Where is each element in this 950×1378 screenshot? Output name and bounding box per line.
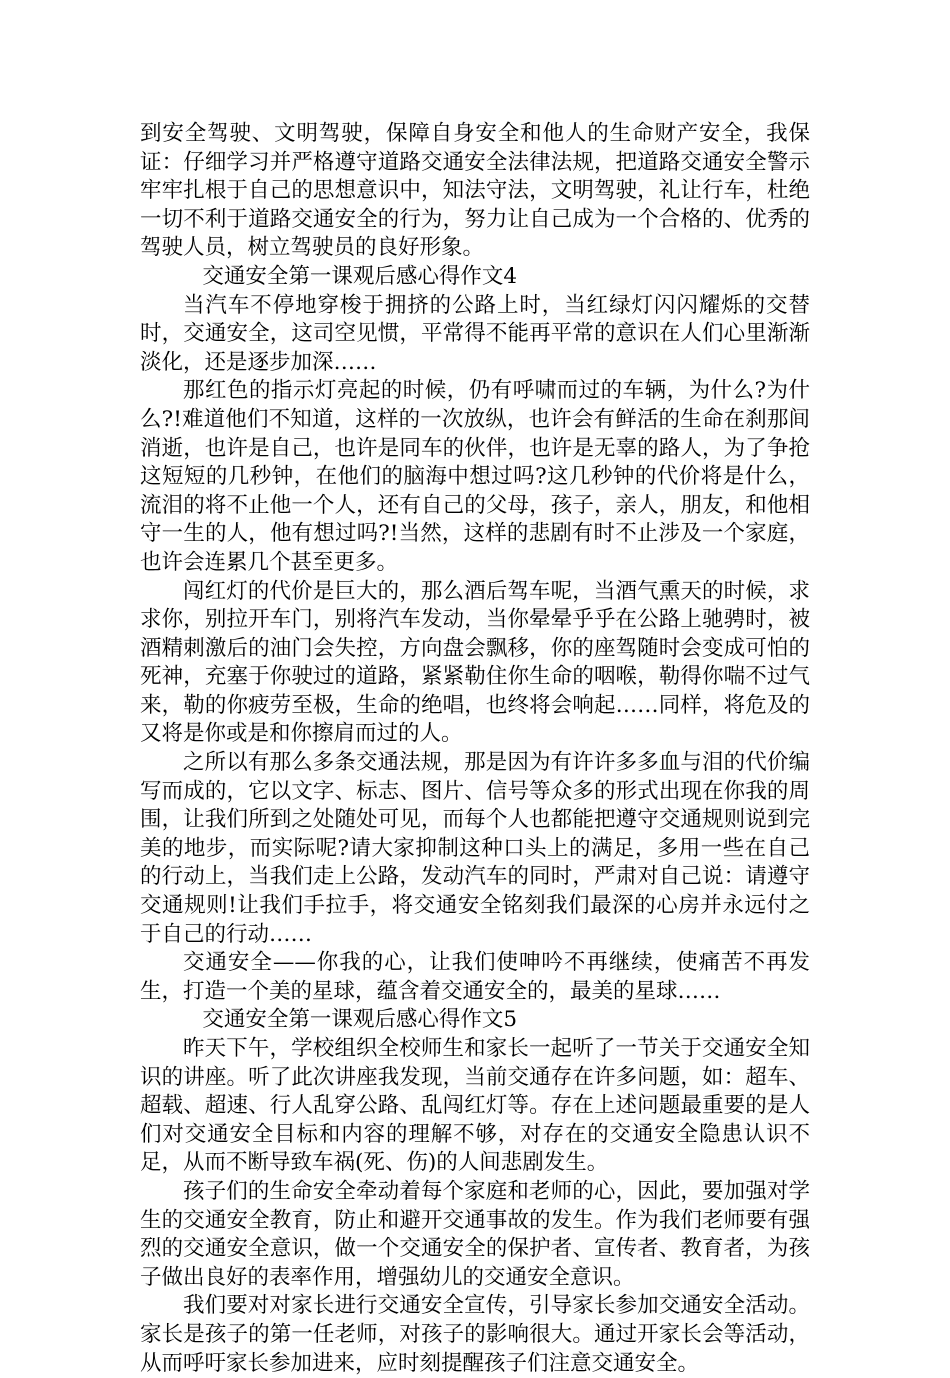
paragraph-8: 孩子们的生命安全牵动着每个家庭和老师的心，因此，要加强对学生的交通安全教育，防止和避开交通事故的发生。作为我们老师要有强烈的交通安全意识，做一个交通安全的保护者、宣传者、教育者，为孩子做出良好的表率作用，增强幼儿的交通安全意识。: [140, 1178, 810, 1290]
paragraph-6: 交通安全——你我的心，让我们使呻吟不再继续，使痛苦不再发生，打造一个美的星球，蕴含着交通安全的，最美的星球……: [140, 950, 810, 1004]
document-page: [140, 120, 810, 1378]
paragraph-3: 那红色的指示灯亮起的时候，仍有呼啸而过的车辆，为什么?为什么?!难道他们不知道，这样的一次放纵，也许会有鲜活的生命在刹那间消逝，也许是自己，也许是同车的伙伴，也许是无辜的路人，为了争抢这短短的几秒钟，在他们的脑海中想过吗?这几秒钟的代价将是什么，流泪的将不止他一个人，还有自己的父母，孩子，亲人，朋友，和他相守一生的人，他有想过吗?!当然，这样的悲剧有时不止涉及一个家庭，也许会连累几个甚至更多。: [140, 378, 810, 575]
essay-heading-4: 交通安全第一课观后感心得作文4: [202, 263, 518, 289]
paragraph-5: 之所以有那么多条交通法规，那是因为有许许多多血与泪的代价编写而成的，它以文字、标志、图片、信号等众多的形式出现在你我的周围，让我们所到之处随处可见，而每个人也都能把遵守交通规则说到完美的地步，而实际呢?请大家抑制这种口头上的满足，多用一些在自己的行动上，当我们走上公路，发动汽车的同时，严肃对自己说：请遵守交通规则!让我们手拉手，将交通安全铭刻我们最深的心房并永远付之于自己的行动……: [140, 750, 810, 947]
essay-heading-5: 交通安全第一课观后感心得作文5: [202, 1007, 518, 1033]
paragraph-4: 闯红灯的代价是巨大的，那么酒后驾车呢，当酒气熏天的时候，求求你，别拉开车门，别将汽车发动，当你晕晕乎乎在公路上驰骋时，被酒精刺激后的油门会失控，方向盘会飘移，你的座驾随时会变成可怕的死神，充塞于你驶过的道路，紧紧勒住你生命的咽喉，勒得你喘不过气来，勒的你疲劳至极，生命的绝唱，也终将会响起……同样，将危及的又将是你或是和你擦肩而过的人。: [140, 578, 810, 747]
paragraph-7: 昨天下午，学校组织全校师生和家长一起听了一节关于交通安全知识的讲座。听了此次讲座我发现，当前交通存在许多问题，如：超车、超载、超速、行人乱穿公路、乱闯红灯等。存在上述问题最重要的是人们对交通安全目标和内容的理解不够，对存在的交通安全隐患认识不足，从而不断导致车祸(死、伤)的人间悲剧发生。: [140, 1036, 810, 1176]
paragraph-2: 当汽车不停地穿梭于拥挤的公路上时，当红绿灯闪闪耀烁的交替时，交通安全，这司空见惯，平常得不能再平常的意识在人们心里渐渐淡化，还是逐步加深……: [140, 292, 810, 375]
paragraph-9: 我们要对对家长进行交通安全宣传，引导家长参加交通安全活动。家长是孩子的第一任老师，对孩子的影响很大。通过开家长会等活动，从而呼吁家长参加进来，应时刻提醒孩子们注意交通安全。: [140, 1293, 810, 1376]
paragraph-1: 到安全驾驶、文明驾驶，保障自身安全和他人的生命财产安全，我保证：仔细学习并严格遵守道路交通安全法律法规，把道路交通安全警示牢牢扎根于自己的思想意识中，知法守法，文明驾驶，礼让行车，杜绝一切不利于道路交通安全的行为，努力让自己成为一个合格的、优秀的驾驶人员，树立驾驶员的良好形象。: [140, 121, 810, 261]
